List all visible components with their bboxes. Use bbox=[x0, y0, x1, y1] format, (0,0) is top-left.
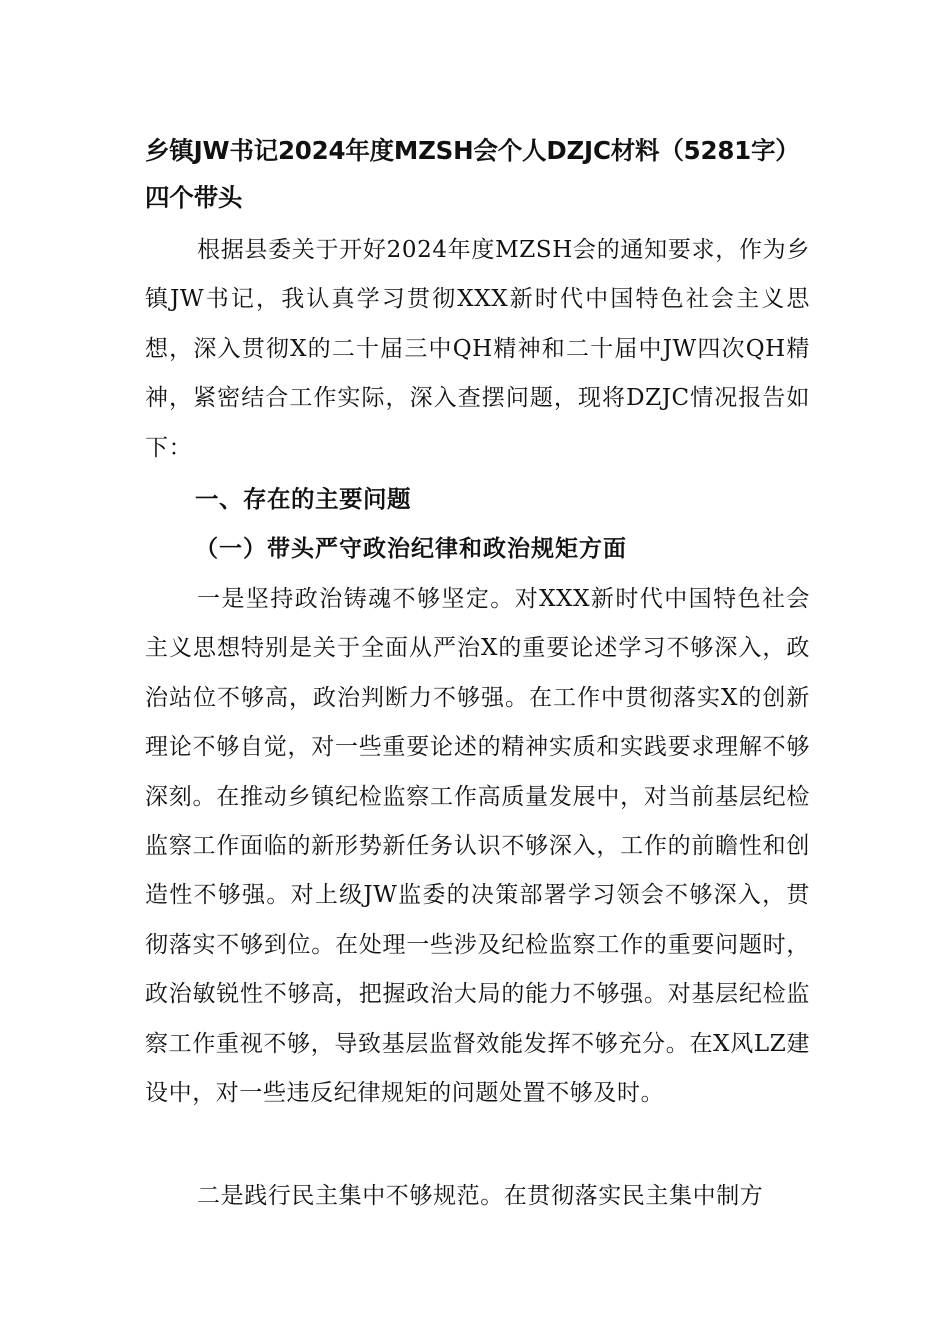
document-page bbox=[145, 0, 810, 1344]
intro-paragraph: 根据县委关于开好2024年度MZSH会的通知要求，作为乡镇JW书记，我认真学习贯彻XXX新时代中国特色社会主义思想，深入贯彻X的二十届三中QH精神和二十届中JW四次QH精神，紧密结合工作实际，深入查摆问题，现将DZJC情况报告如下： bbox=[145, 237, 810, 461]
body-paragraph: 一是坚持政治铸魂不够坚定。对XXX新时代中国特色社会主义思想特别是关于全面从严治X的重要论述学习不够深入，政治站位不够高，政治判断力不够强。在工作中贯彻落实X的创新理论不够自觉，对一些重要论述的精神实质和实践要求理解不够深刻。在推动乡镇纪检监察工作高质量发展中，对当前基层纪检监察工作面临的新形势新任务认识不够深入，工作的前瞻性和创造性不够强。对上级JW监委的决策部署学习领会不够深入，贯彻落实不够到位。在处理一些涉及纪检监察工作的重要问题时，政治敏锐性不够高，把握政治大局的能力不够强。对基层纪检监察工作重视不够，导致基层监督效能发挥不够充分。在X风LZ建设中，对一些违反纪律规矩的问题处置不够及时。 bbox=[145, 586, 810, 1107]
subsection-heading: （一）带头严守政治纪律和政治规矩方面 bbox=[195, 535, 627, 562]
document-title: 乡镇JW书记2024年度MZSH会个人DZJC材料（5281字）四个带头 bbox=[145, 136, 800, 212]
section-heading: 一、存在的主要问题 bbox=[195, 485, 411, 513]
body-paragraph: 二是践行民主集中不够规范。在贯彻落实民主集中制方 bbox=[197, 1183, 764, 1209]
